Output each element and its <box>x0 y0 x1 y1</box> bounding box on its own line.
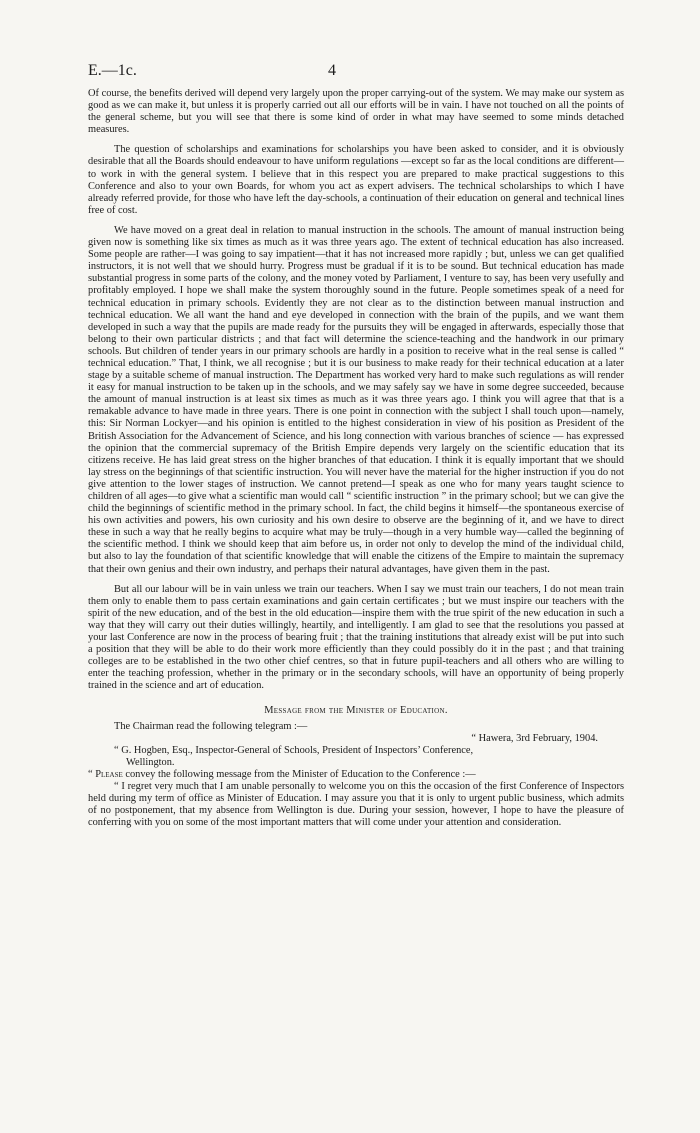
telegram-request <box>88 769 624 781</box>
paragraph-1: Of course, the benefits derived will depend very largely upon the proper carrying-out of the system. We may make our system as good as we can make it, but unless it is properly carried out all our efforts will be in vain. I have not touched on all the points of the general scheme, but you will see that there is some kind of order in what may have seemed to some minds detached measures. <box>88 88 624 136</box>
document-page <box>88 62 624 829</box>
document-reference: E.—1c. <box>88 62 137 79</box>
page-number: 4 <box>328 62 336 79</box>
page-header <box>88 62 624 88</box>
message-intro: The Chairman read the following telegram :— <box>114 720 308 732</box>
telegram-address: “ G. Hogben, Esq., Inspector-General of Schools, President of Inspectors’ Conference, <box>114 744 474 756</box>
message-heading: Message from the Minister of Education. <box>264 704 448 716</box>
telegram-place-date: “ Hawera, 3rd February, 1904. <box>471 732 598 744</box>
please-word: “ Please <box>88 768 123 780</box>
paragraph-2: The question of scholarships and examinations for scholarships you have been asked to consider, and it is obviously desirable that all the Boards should endeavour to have uniform regulations —except so far as the local conditions are different—to work in with the general system. I believe that in this respect you are prepared to make practical suggestions to this Conference and also to your own Boards, for whom you act as expert advisers. The technical scholarships to which I have already referred provide, for those who have left the day-schools, a continuation of their education on general and technical lines free of cost. <box>88 144 624 216</box>
paragraph-4: But all our labour will be in vain unless we train our teachers. When I say we must train our teachers, I do not mean train them only to enable them to pass certain examinations and gain certain certificates ; but we must inspire our teachers with the spirit of the new education, and of the best in the old education—inspire them with the true spirit of the new education in such a way that they will carry out their duties willingly, heartily, and intelligently. I am glad to see that the resolutions you passed at your last Conference are now in the process of bearing fruit ; that the training institutions that already exist will be put into such a position that they will be able to do their work more efficiently than they could possibly do it in the past ; and that training colleges are to be established in the two other chief centres, so that in future pupil-teachers and all others who are willing to enter the teaching profession, whether in the primary or in the secondary schools, will have an opportunity of being properly trained in the science and art of education. <box>88 583 624 692</box>
telegram-address-city: Wellington. <box>126 756 175 768</box>
paragraph-3: We have moved on a great deal in relation to manual instruction in the schools. The amount of manual instruction being given now is something like six times as much as it was three years ago. The extent of technical education has also increased. Some people are rather—I was going to say impatient—that it has not increased more rapidly ; but, unless we can get qualified instructors, it is not well that we should hurry. Progress must be gradual if it is to be sound. But technical education has made substantial progress in some parts of the colony, and the money voted by Parliament, I venture to say, has been very usefully and profitably employed. I hope we shall make the system thoroughly sound in the future. People sometimes speak of a need for technical education in primary schools. Evidently they are not clear as to the distinction between manual instruction and technical education. We all want the hand and eye developed in connection with the brain of the pupils, and we want them developed in such a way that the pupils are made ready for the pursuits they will be engaged in afterwards, especially those that belong to their own particular districts ; and that fact will determine the science-teaching and the handwork in our primary schools. But children of tender years in our primary schools are hardly in a position to receive what in the real sense is called “ technical education.” That, I think, we all recognise ; but it is our business to make ready for their technical education at a later stage by a suitable scheme of manual instruction. The Department has worked very hard to make such regulations as will render it easy for manual instruction to be taken up in the schools, and we may safely say we have in some degree succeeded, because the amount of manual instruction is at least six times as much as it was three years ago. I think you will agree that that is a remakable advance to have made in three years. There is one point in connection with the subject I shall touch upon—namely, this: Sir Norman Lockyer—and his opinion is entitled to the highest consideration in view of his position as President of the British Association for the Advancement of Science, and his long connection with various branches of science — has expressed the opinion that the commercial supremacy of the British Empire depends very largely on the scientific education that its citizens receive. He has laid great stress on the higher branches of that education. I think it is equally important that we should lay stress on the beginnings of that scientific instruction. You will never have the material for the higher instruction if you do not give attention to the lower stages of instruction. We cannot pretend—I speak as one who for many years taught science to children of all ages—to give what a scientific man would call “ scientific instruction ” in the primary school; but we can give the child the beginnings of scientific method in the primary school. In fact, the child begins it himself—the spontaneous exercise of his own activities and powers, his own curiosity and his own desire to observe are the beginning of it, and we have to direct these in such a way that he really begins to acquire what may be truly—though in a very humble way—called the beginning of the scientific method. I think we should keep that aim before us, in order not only to develop the mind of the individual child, but also to lay the foundation of that scientific knowledge that will enable the citizens of the Empire to maintain the supremacy that their own genius and their own industry, and perhaps their natural advantages, have given them in the past. <box>88 224 624 575</box>
telegram-body: “ I regret very much that I am unable personally to welcome you on this the occasion of the first Conference of Inspectors held during my term of office as Minister of Education. I may assure you that it is only to urgent public business, which admits of no postponement, that my absence from Wellington is due. During your session, however, I hope to have the pleasure of conferring with you on some of the most important matters that will come under your attention and consideration. <box>88 781 624 829</box>
request-text: convey the following message from the Minister of Education to the Conference :— <box>122 768 476 780</box>
